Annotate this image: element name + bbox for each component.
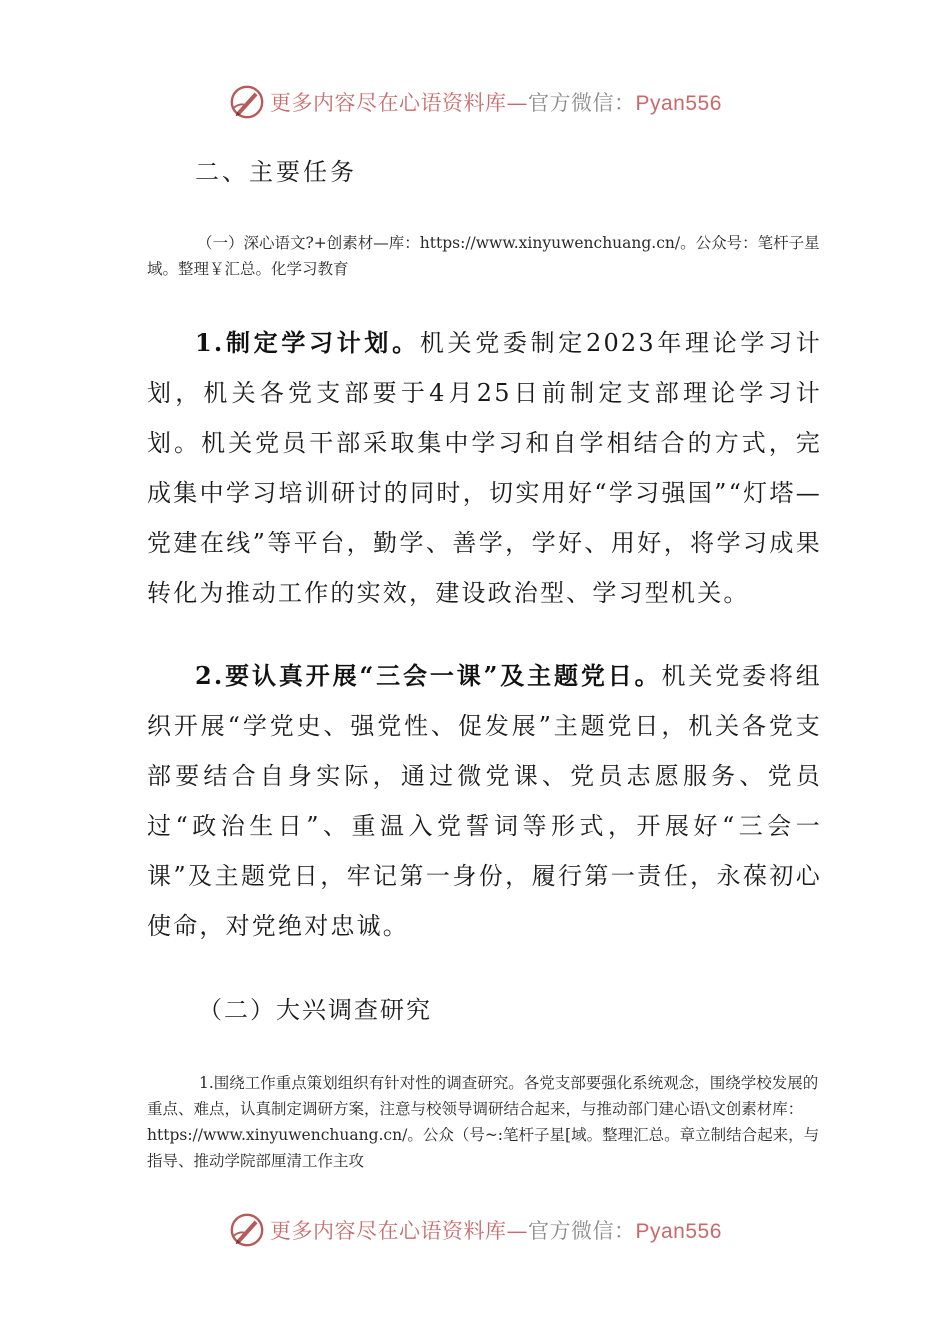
subsection-one-text	[147, 230, 827, 282]
footer-banner-text	[270, 1215, 722, 1245]
subsection-two-heading: （二）大兴调查研究	[198, 996, 432, 1024]
footer-banner-dash: —	[506, 1219, 528, 1243]
item-one-paragraph	[147, 318, 822, 618]
item-two-title: 2.要认真开展“三会一课”及主题党日。	[195, 661, 662, 690]
subsection-two-item-one	[147, 1070, 827, 1174]
banner-label: 官方微信：	[528, 91, 636, 115]
footer-banner-label: 官方微信：	[528, 1219, 636, 1243]
footer-banner	[228, 1208, 748, 1252]
banner-account: Pyan556	[635, 92, 722, 115]
footer-banner-account: Pyan556	[635, 1220, 722, 1243]
subsection-two-item-one-content: 1.围绕工作重点策划组织有针对性的调查研究。各党支部要强化系统观念，围绕学校发展的重点、难点，认真制定调研方案，注意与校领导调研结合起来，与推动部门建心语\文创素材库：https://www.xinyuwenchuang.cn/。公众（号~:笔杆子星[域。整理汇总。章立制结合起来，与指导、推动学院部厘清工作主攻	[147, 1074, 820, 1170]
header-banner	[228, 80, 748, 124]
pen-logo-icon	[228, 1211, 266, 1249]
item-two-body: 机关党委将组织开展“学党史、强党性、促发展”主题党日，机关各党支部要结合自身实际，通过微党课、党员志愿服务、党员过“政治生日”、重温入党誓词等形式，开展好“三会一课”及主题党日，牢记第一身份，履行第一责任，永葆初心使命，对党绝对忠诚。	[147, 662, 823, 940]
section-heading: 二、主要任务	[195, 158, 357, 186]
subsection-one-content: （一）深心语文?+创素材—库：https://www.xinyuwenchuang.cn/。公众号：笔杆子星域。整理￥汇总。化学习教育	[147, 234, 820, 278]
banner-text	[270, 87, 722, 117]
banner-dash: —	[506, 91, 528, 115]
footer-banner-site: 更多内容尽在心语资料库	[270, 1219, 507, 1243]
pen-logo-icon	[228, 83, 266, 121]
item-one-body: 机关党委制定2023年理论学习计划，机关各党支部要于4月25日前制定支部理论学习计划。机关党员干部采取集中学习和自学相结合的方式，完成集中学习培训研讨的同时，切实用好“学习强国”“灯塔—党建在线”等平台，勤学、善学，学好、用好，将学习成果转化为推动工作的实效，建设政治型、学习型机关。	[147, 329, 823, 607]
item-one-title: 1.制定学习计划。	[195, 328, 420, 357]
item-two-paragraph	[147, 651, 822, 951]
banner-site: 更多内容尽在心语资料库	[270, 91, 507, 115]
